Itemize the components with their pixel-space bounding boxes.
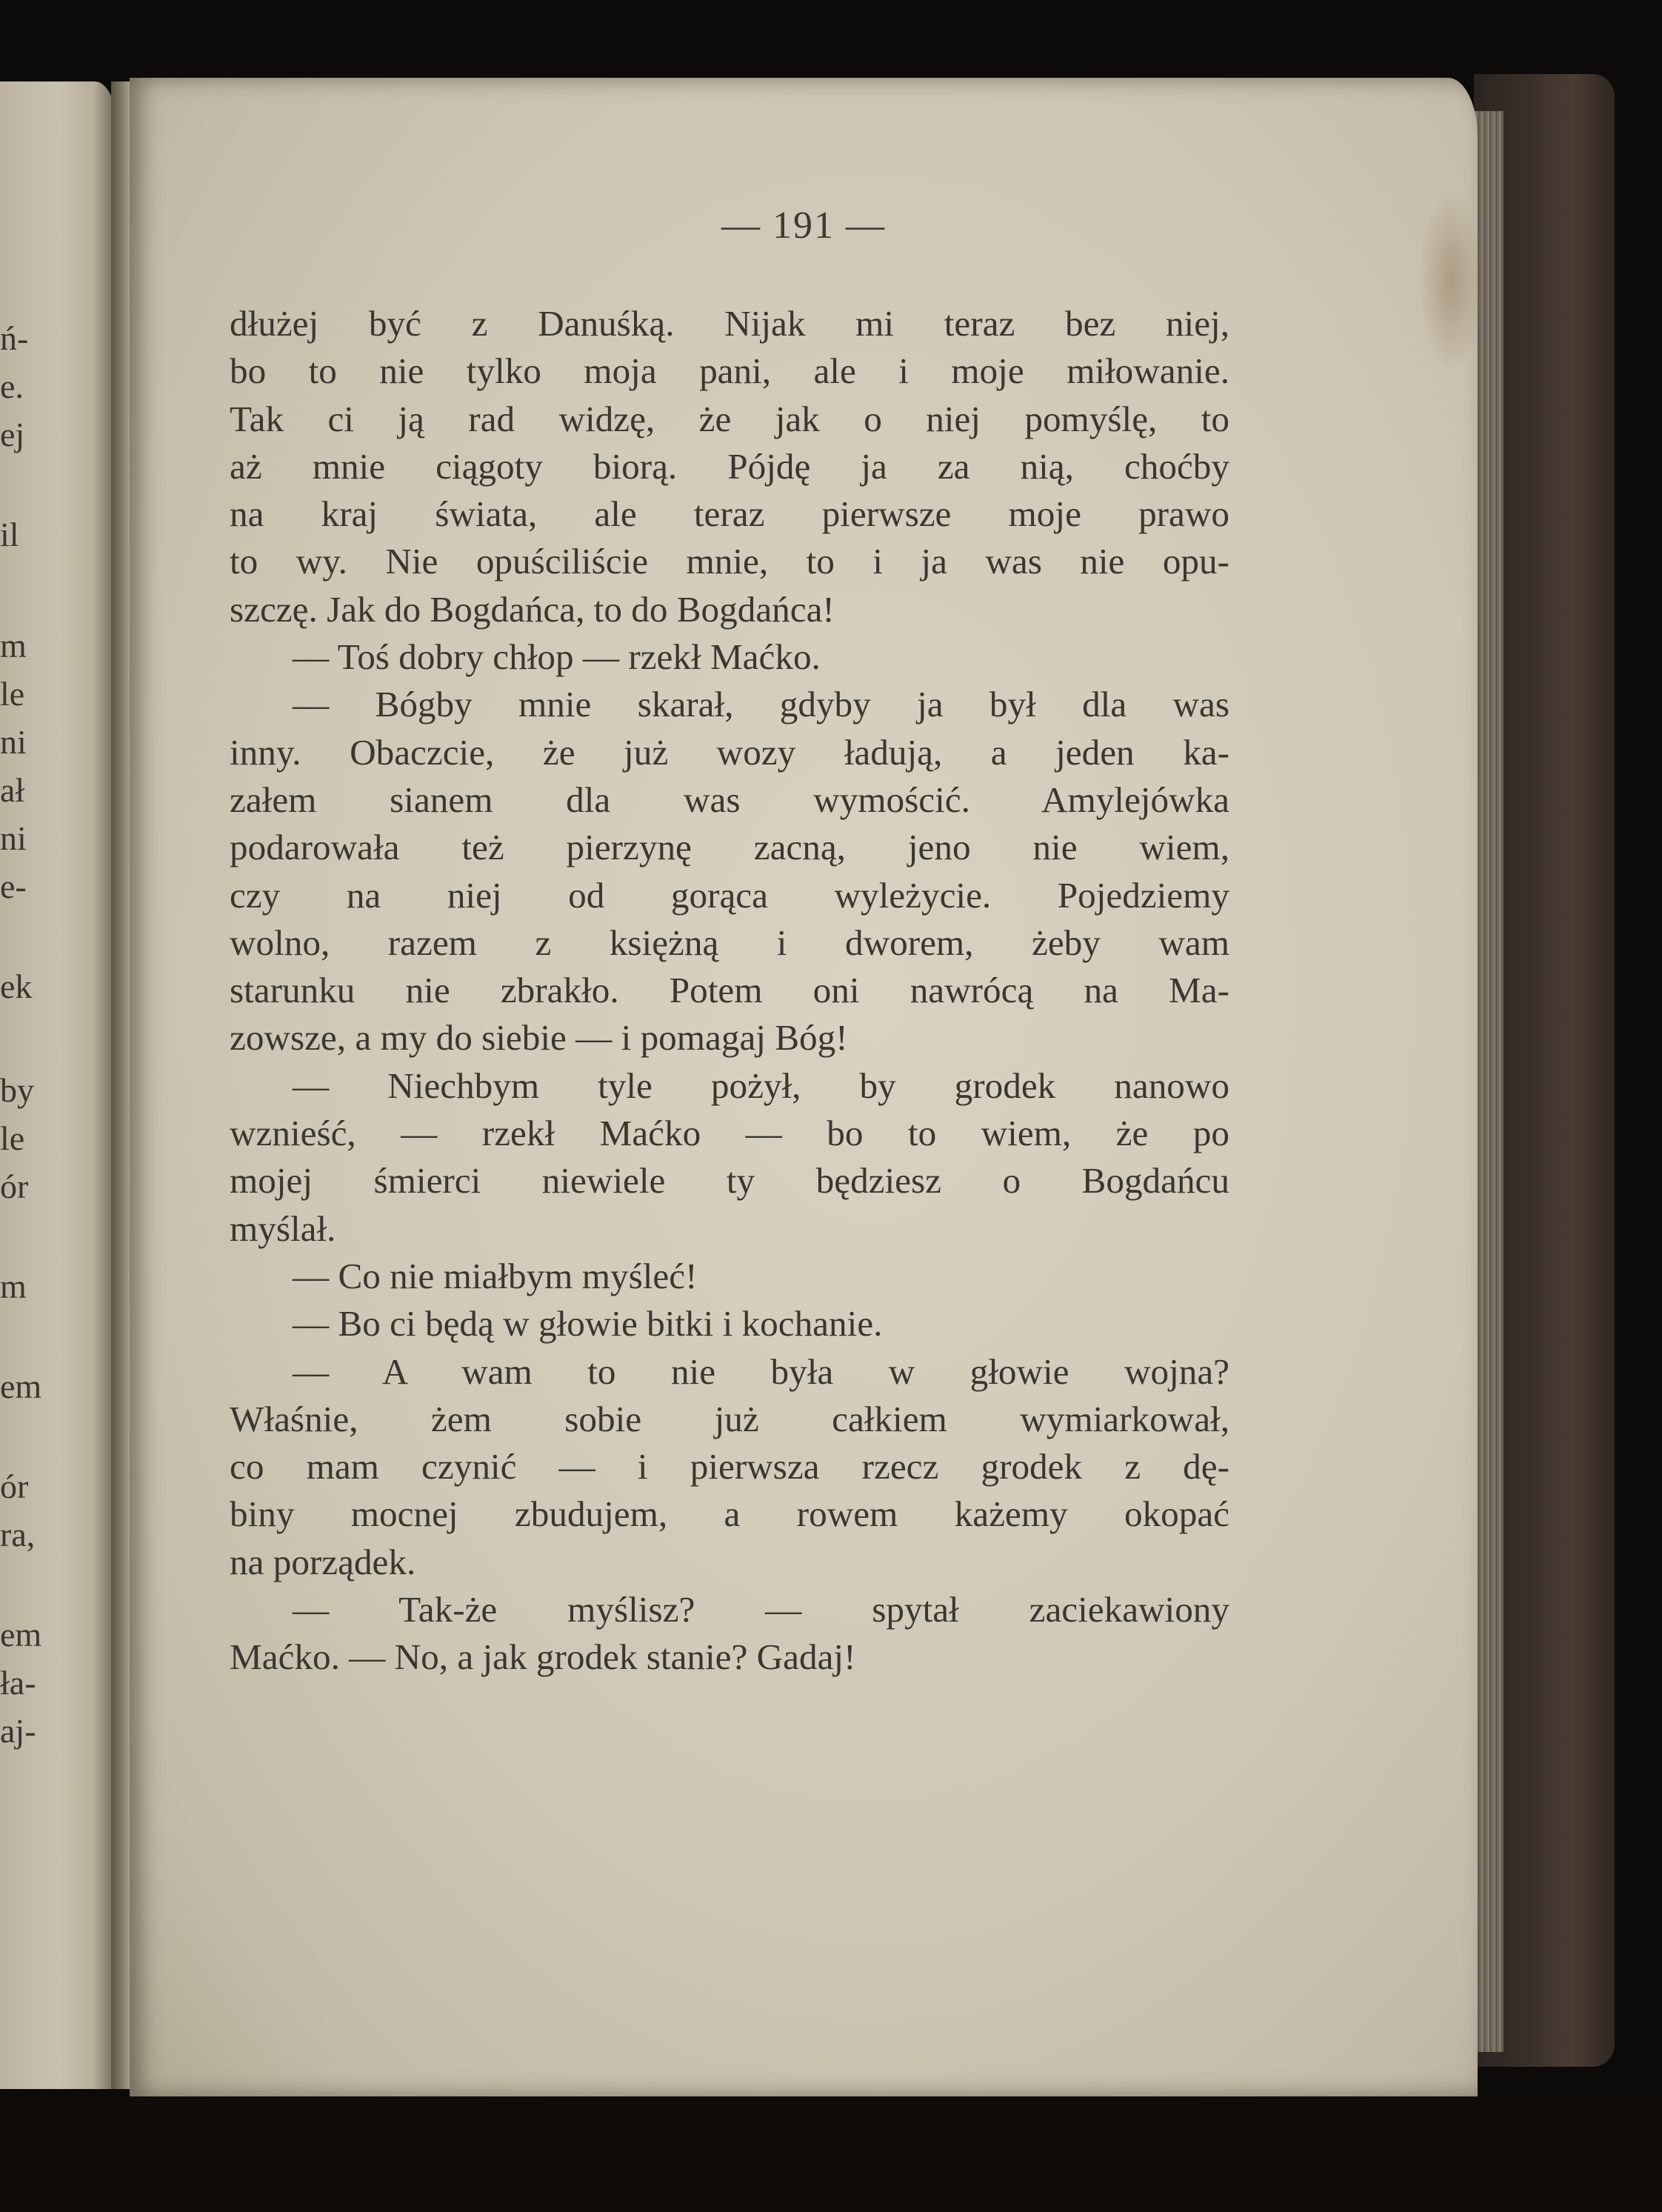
fragment-line: by [0,1071,34,1109]
fragment-line: ór [0,1167,29,1205]
text-line: na porządek. [230,1541,416,1582]
text-line: starunku nie zbrakło. Potem oni nawrócą na Ma- [230,970,1229,1011]
text-line: myślał. [230,1207,336,1249]
fragment-line: ła- [0,1664,36,1702]
text-line: to wy. Nie opuściliście mnie, to i ja was nie opu- [230,541,1229,582]
text-line: na kraj świata, ale teraz pierwsze moje prawo [230,493,1229,535]
fragment-line: ni [0,819,27,857]
fragment-line: m [0,627,27,664]
text-line: aż mnie ciągoty biorą. Pójdę ja za nią, choćby [230,445,1229,487]
text-line: co mam czynić — i pierwsza rzecz grodek z dę- [230,1446,1229,1488]
page-number: — 191 — [721,204,886,247]
text-line: inny. Obaczcie, że już wozy ładują, a jeden ka- [230,731,1229,773]
text-line: bo to nie tylko moja pani, ale i moje miłowanie. [230,350,1229,392]
fragment-line: e. [0,367,24,405]
text-line: Maćko. — No, a jak grodek stanie? Gadaj! [230,1636,856,1678]
fragment-line: em [0,1367,42,1405]
text-line: — Co nie miałbym myśleć! [293,1255,698,1296]
fragment-line: le [0,1119,25,1157]
text-line: Właśnie, żem sobie już całkiem wymiarkował, [230,1398,1229,1439]
fragment-line: ek [0,967,33,1005]
fragment-line: ra, [0,1516,36,1553]
text-line: — Toś dobry chłop — rzekł Maćko. [293,636,821,678]
fragment-line: e- [0,867,27,905]
text-line: — Niechbym tyle pożył, by grodek nanowo [293,1065,1229,1106]
fragment-line: il [0,516,19,553]
background-surface [0,2096,1662,2212]
text-line: dłużej być z Danuśką. Nijak mi teraz bez niej, [230,303,1229,344]
text-line: załem sianem dla was wymościć. Amylejówka [230,779,1229,820]
text-line: — Bógby mnie skarał, gdyby ja był dla was [293,684,1229,725]
fragment-line: ń- [0,319,29,357]
fragment-line: ór [0,1468,29,1505]
text-line: biny mocnej zbudujem, a rowem każemy okopać [230,1493,1229,1535]
fragment-line: le [0,675,25,713]
text-line: — Bo ci będą w głowie bitki i kochanie. [293,1303,883,1345]
text-line: zowsze, a my do siebie — i pomagaj Bóg! [230,1017,848,1059]
fragment-line: ał [0,771,25,809]
fragment-line: ni [0,723,27,761]
book-page [130,78,1478,2096]
text-line: wolno, razem z księżną i dworem, żeby wam [230,922,1229,963]
fragment-line: aj- [0,1712,36,1750]
text-line: wznieść, — rzekł Maćko — bo to wiem, że po [230,1113,1229,1154]
text-line: szczę. Jak do Bogdańca, to do Bogdańca! [230,588,835,630]
text-line: — Tak-że myślisz? — spytał zaciekawiony [293,1589,1229,1630]
previous-page-fragments [0,81,117,2089]
fragment-line: em [0,1616,42,1653]
text-line: podarowała też pierzynę zacną, jeno nie wiem, [230,827,1229,868]
text-line: mojej śmierci niewiele ty będziesz o Bogdańcu [230,1160,1229,1202]
text-line: czy na niej od gorąca wyleżycie. Pojedziemy [230,874,1229,916]
previous-page [0,81,117,2089]
fragment-line: ej [0,416,25,453]
fragment-line: m [0,1267,27,1305]
page-text [230,300,1229,1682]
text-line: — A wam to nie była w głowie wojna? [293,1350,1229,1392]
text-line: Tak ci ją rad widzę, że jak o niej pomyślę, to [230,398,1229,439]
